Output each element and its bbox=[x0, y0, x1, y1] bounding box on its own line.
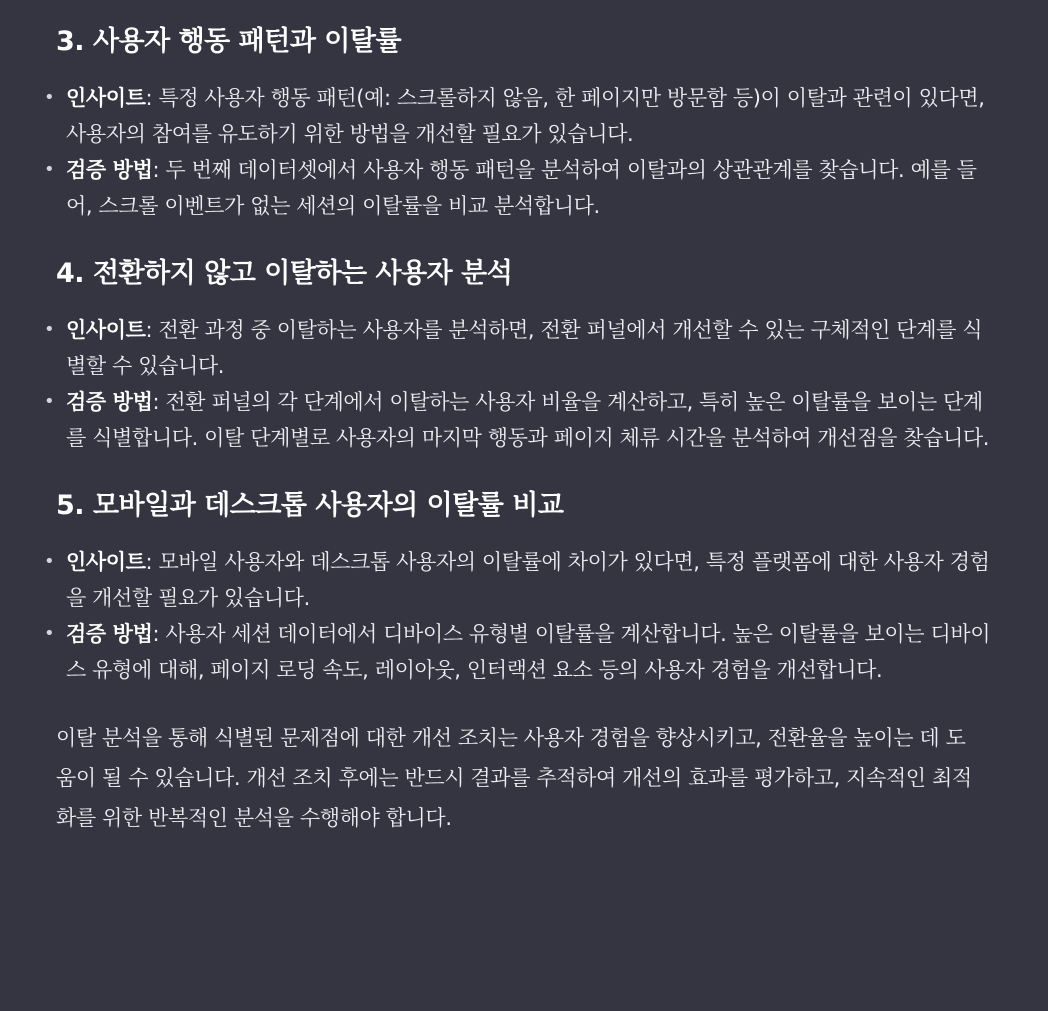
closing-paragraph: 이탈 분석을 통해 식별된 문제점에 대한 개선 조치는 사용자 경험을 향상시키고, 전환율을 높이는 데 도움이 될 수 있습니다. 개선 조치 후에는 반드시 결과를 추적하여 개선의 효과를 평가하고, 지속적인 최적화를 위한 반복적인 분석을 수행해야 합니다. bbox=[56, 726, 972, 830]
item-label: 검증 방법 bbox=[66, 158, 153, 182]
section-heading: 5. 모바일과 데스크톱 사용자의 이탈률 비교 bbox=[56, 490, 564, 521]
section-mobile-vs-desktop bbox=[56, 484, 996, 688]
section-user-behavior bbox=[56, 20, 996, 224]
item-label: 인사이트 bbox=[66, 86, 146, 110]
list-item-method bbox=[56, 152, 996, 224]
item-text: : 두 번째 데이터셋에서 사용자 행동 패턴을 분석하여 이탈과의 상관관계를 찾습니다. 예를 들어, 스크롤 이벤트가 없는 세션의 이탈률을 비교 분석합니다. bbox=[66, 158, 977, 218]
item-label: 검증 방법 bbox=[66, 622, 153, 646]
bullet-list bbox=[56, 312, 996, 456]
list-item-method bbox=[56, 616, 996, 688]
section-heading: 4. 전환하지 않고 이탈하는 사용자 분석 bbox=[56, 258, 513, 289]
list-item-insight bbox=[56, 80, 996, 152]
item-text: : 전환 퍼널의 각 단계에서 이탈하는 사용자 비율을 계산하고, 특히 높은 이탈률을 보이는 단계를 식별합니다. 이탈 단계별로 사용자의 마지막 행동과 페이지 체류 시간을 분석하여 개선점을 찾습니다. bbox=[66, 390, 990, 450]
item-text: : 특정 사용자 행동 패턴(예: 스크롤하지 않음, 한 페이지만 방문함 등)이 이탈과 관련이 있다면, 사용자의 참여를 유도하기 위한 방법을 개선할 필요가 있습니다. bbox=[66, 86, 985, 146]
item-text: : 사용자 세션 데이터에서 디바이스 유형별 이탈률을 계산합니다. 높은 이탈률을 보이는 디바이스 유형에 대해, 페이지 로딩 속도, 레이아웃, 인터랙션 요소 등의 사용자 경험을 개선합니다. bbox=[66, 622, 991, 682]
list-item-insight bbox=[56, 544, 996, 616]
item-label: 인사이트 bbox=[66, 318, 146, 342]
item-text: : 전환 과정 중 이탈하는 사용자를 분석하면, 전환 퍼널에서 개선할 수 있는 구체적인 단계를 식별할 수 있습니다. bbox=[66, 318, 983, 378]
bullet-list bbox=[56, 544, 996, 688]
item-text: : 모바일 사용자와 데스크톱 사용자의 이탈률에 차이가 있다면, 특정 플랫폼에 대한 사용자 경험을 개선할 필요가 있습니다. bbox=[66, 550, 990, 610]
list-item-method bbox=[56, 384, 996, 456]
item-label: 검증 방법 bbox=[66, 390, 153, 414]
section-heading: 3. 사용자 행동 패턴과 이탈률 bbox=[56, 26, 402, 57]
section-non-converting-users bbox=[56, 252, 996, 456]
bullet-list bbox=[56, 80, 996, 224]
item-label: 인사이트 bbox=[66, 550, 146, 574]
list-item-insight bbox=[56, 312, 996, 384]
